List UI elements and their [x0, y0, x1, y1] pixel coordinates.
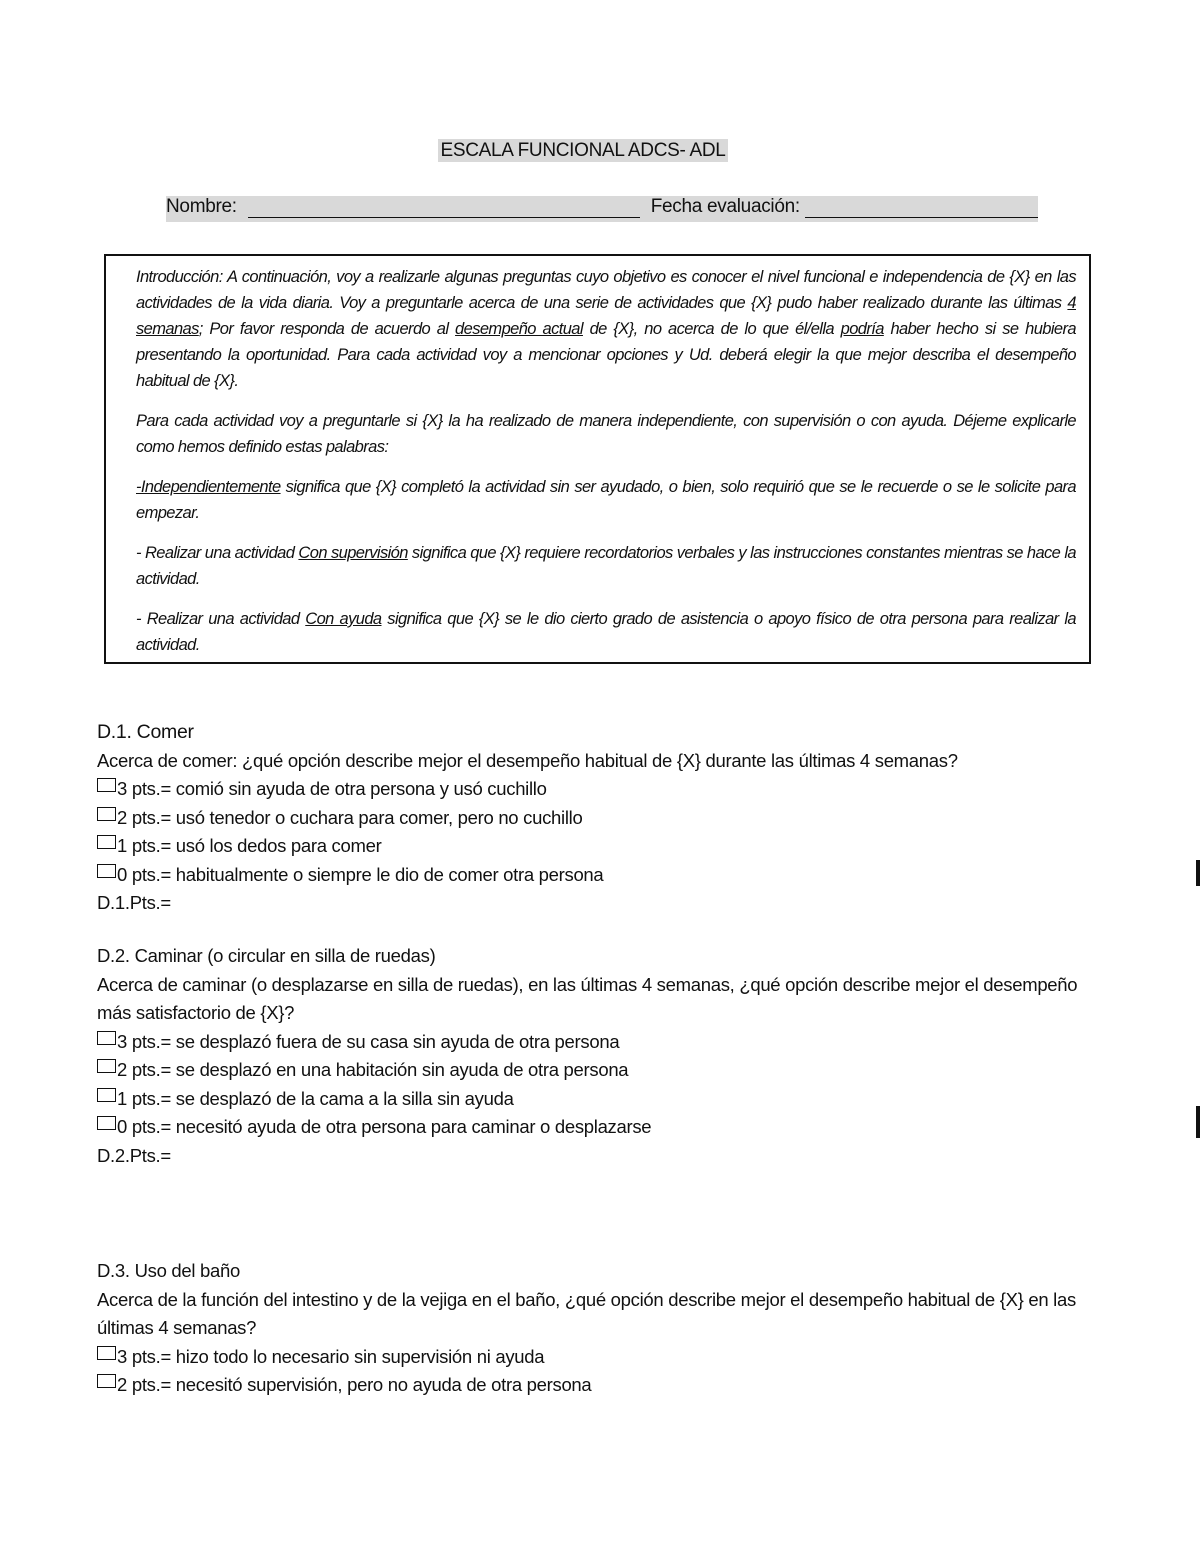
intro-paragraph-1: Introducción: A continuación, voy a realizarle algunas preguntas cuyo objetivo es conocer el nivel funcional e independencia de {X} en las actividades de la vida diaria. Voy a preguntarle acerca de una serie de actividades que {X} pudo haber realizado durante las últimas 4 semanas; Por favor responda de acuerdo al desempeño actual de {X}, no acerca de lo que él/ella podría haber hecho si se hubiera presentando la oportunidad. Para cada actividad voy a mencionar opciones y Ud. deberá elegir la que mejor describa el desempeño habitual de {X}.: [136, 268, 1076, 390]
checkbox[interactable]: [97, 807, 116, 821]
option-item: 2 pts.= se desplazó en una habitación sin ayuda de otra persona: [97, 1056, 1087, 1085]
name-date-line: [166, 196, 1038, 222]
name-field[interactable]: [248, 197, 640, 218]
checkbox[interactable]: [97, 1346, 116, 1360]
option-item: 0 pts.= habitualmente o siempre le dio de comer otra persona: [97, 861, 1087, 890]
option-item: 2 pts.= necesitó supervisión, pero no ayuda de otra persona: [97, 1371, 1087, 1400]
section-question: Acerca de comer: ¿qué opción describe mejor el desempeño habitual de {X} durante las últimas 4 semanas?: [97, 749, 958, 771]
option-item: 0 pts.= necesitó ayuda de otra persona para caminar o desplazarse: [97, 1113, 1087, 1142]
option-item: 1 pts.= se desplazó de la cama a la silla sin ayuda: [97, 1085, 1087, 1114]
checkbox[interactable]: [97, 864, 116, 878]
section-d3: [97, 1257, 1087, 1400]
intro-text: [136, 264, 1076, 668]
score-line: D.2.Pts.=: [97, 1144, 171, 1166]
date-field[interactable]: [805, 197, 1038, 218]
margin-mark: [1196, 1106, 1200, 1138]
intro-paragraph-4: - Realizar una actividad Con supervisión significa que {X} requiere recordatorios verbales y las instrucciones constantes mientras se hace la actividad.: [136, 544, 1076, 588]
name-label: Nombre:: [166, 196, 237, 217]
section-heading: D.1. Comer: [97, 721, 194, 743]
section-heading: D.3. Uso del baño: [97, 1260, 240, 1281]
option-item: 3 pts.= hizo todo lo necesario sin supervisión ni ayuda: [97, 1343, 1087, 1372]
checkbox[interactable]: [97, 1088, 116, 1102]
score-line: D.1.Pts.=: [97, 892, 171, 913]
section-d1: [97, 718, 1087, 918]
option-item: 3 pts.= comió sin ayuda de otra persona y usó cuchillo: [97, 775, 1087, 804]
section-question: Acerca de caminar (o desplazarse en silla de ruedas), en las últimas 4 semanas, ¿qué opción describe mejor el desempeño más satisfactorio de {X}?: [97, 973, 1078, 1023]
margin-mark: [1196, 860, 1200, 886]
checkbox[interactable]: [97, 778, 116, 792]
section-heading: D.2. Caminar (o circular en silla de ruedas): [97, 945, 436, 966]
document-title: ESCALA FUNCIONAL ADCS- ADL: [440, 140, 726, 161]
section-question: Acerca de la función del intestino y de la vejiga en el baño, ¿qué opción describe mejor el desempeño habitual de {X} en las últimas 4 semanas?: [97, 1288, 1076, 1338]
option-item: 1 pts.= usó los dedos para comer: [97, 832, 1087, 861]
checkbox[interactable]: [97, 835, 116, 849]
date-label: Fecha evaluación:: [650, 196, 800, 217]
checkbox[interactable]: [97, 1374, 116, 1388]
checkbox[interactable]: [97, 1059, 116, 1073]
checkbox[interactable]: [97, 1116, 116, 1130]
section-d2: [97, 942, 1087, 1170]
intro-paragraph-5: - Realizar una actividad Con ayuda significa que {X} se le dio cierto grado de asistencia o apoyo físico de otra persona para realizar la actividad.: [136, 610, 1076, 654]
option-item: 3 pts.= se desplazó fuera de su casa sin ayuda de otra persona: [97, 1028, 1087, 1057]
intro-paragraph-2: Para cada actividad voy a preguntarle si {X} la ha realizado de manera independiente, con supervisión o con ayuda. Déjeme explicarle como hemos definido estas palabras:: [136, 412, 1076, 456]
intro-paragraph-3: -Independientemente significa que {X} completó la actividad sin ser ayudado, o bien, solo requirió que se le recuerde o se le solicite para empezar.: [136, 478, 1076, 522]
intro-box: [104, 254, 1091, 664]
checkbox[interactable]: [97, 1031, 116, 1045]
option-item: 2 pts.= usó tenedor o cuchara para comer, pero no cuchillo: [97, 804, 1087, 833]
